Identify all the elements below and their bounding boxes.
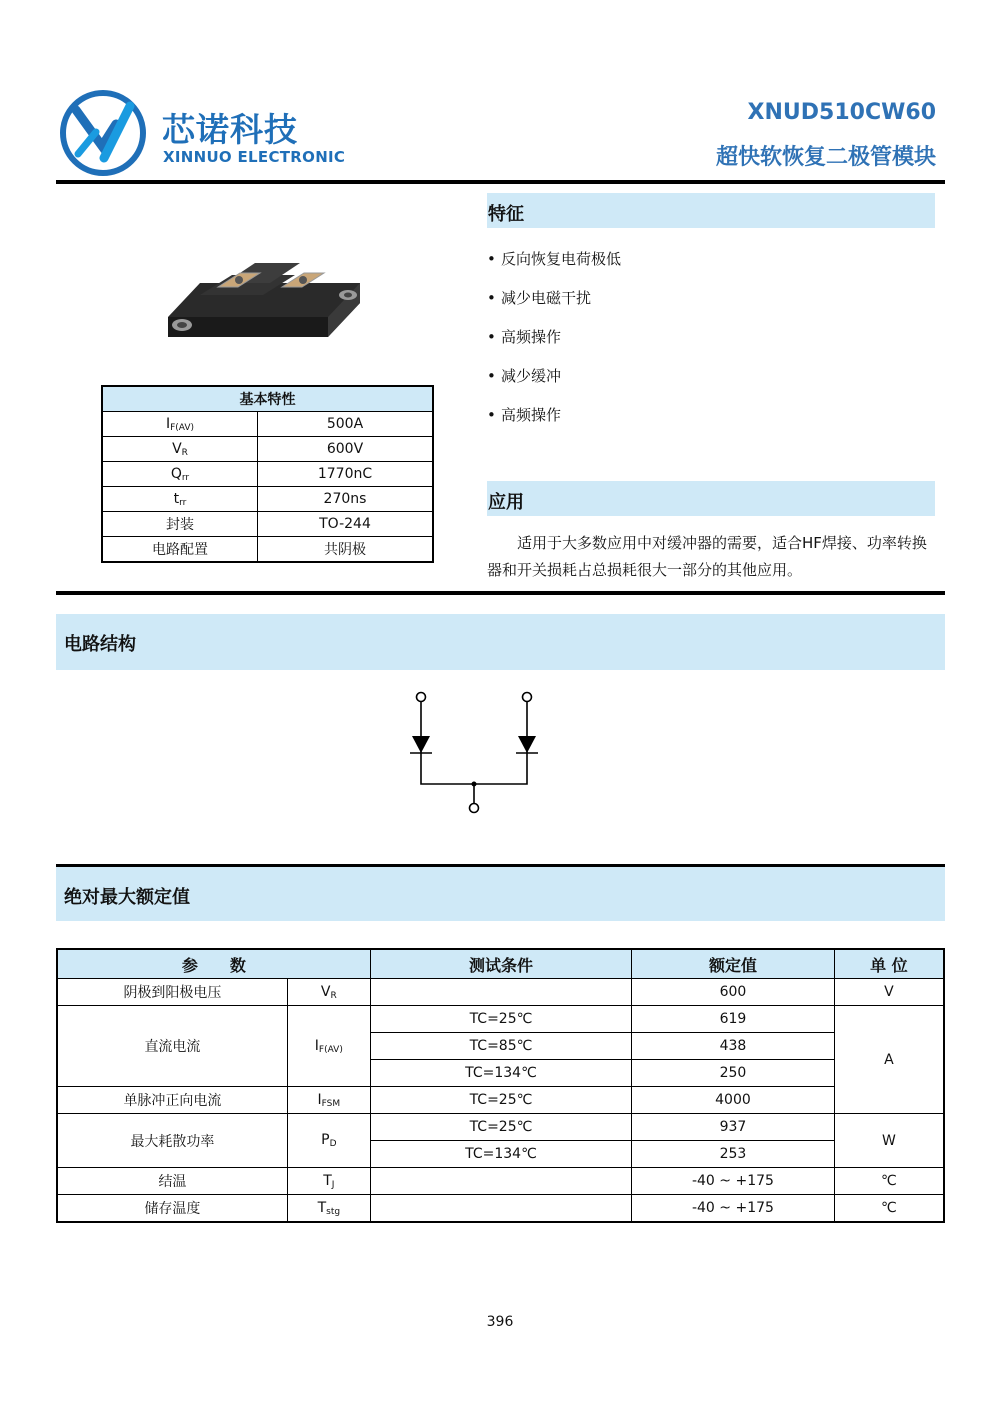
symbol: I: [314, 1037, 319, 1054]
symbol-subscript: F(AV): [170, 422, 195, 433]
param-name-cell: 结温: [57, 1168, 287, 1195]
application-bar: [487, 481, 935, 516]
basic-param-cell: [102, 512, 258, 537]
symbol: T: [323, 1172, 332, 1189]
brand-name-en: XINNUO ELECTRONIC: [163, 148, 346, 166]
ratings-title: 绝对最大额定值: [64, 887, 190, 908]
basic-value-cell: 270ns: [258, 487, 434, 512]
feature-item: [487, 248, 621, 269]
param-name-cell: 阴极到阳极电压: [57, 979, 287, 1006]
basic-table-row: [102, 462, 433, 487]
unit-cell: A: [834, 1006, 944, 1114]
param-name-cell: 最大耗散功率: [57, 1114, 287, 1168]
circuit-title: 电路结构: [64, 634, 136, 655]
header-unit: 单 位: [834, 949, 944, 979]
table-row: [57, 1114, 944, 1141]
value-cell: 619: [632, 1006, 835, 1033]
bullet-icon: •: [487, 367, 496, 385]
table-row: [57, 1168, 944, 1195]
symbol-subscript: R: [181, 447, 188, 458]
symbol-subscript: F(AV): [318, 1044, 343, 1055]
product-image: [160, 255, 370, 360]
value-cell: 253: [632, 1141, 835, 1168]
symbol: V: [172, 440, 182, 457]
header-rule: [56, 180, 945, 184]
basic-value-cell: 1770nC: [258, 462, 434, 487]
feature-item: [487, 287, 591, 308]
unit-cell: ℃: [834, 1195, 944, 1223]
features-bar: [487, 193, 935, 228]
symbol: T: [317, 1199, 327, 1216]
table-row: [57, 1195, 944, 1223]
feature-text: 反向恢复电荷极低: [501, 250, 622, 268]
symbol-subscript: rr: [179, 497, 187, 508]
symbol-subscript: FSM: [321, 1098, 341, 1109]
value-cell: 250: [632, 1060, 835, 1087]
param-symbol-cell: [287, 1195, 370, 1223]
basic-table-row: [102, 437, 433, 462]
table-row: [57, 979, 944, 1006]
condition-cell: TC=134℃: [370, 1141, 631, 1168]
symbol-subscript: R: [330, 990, 337, 1001]
page-number: 396: [486, 1314, 514, 1330]
feature-text: 减少电磁干扰: [501, 289, 592, 307]
unit-cell: W: [834, 1114, 944, 1168]
basic-param-cell: [102, 412, 258, 437]
bullet-icon: •: [487, 289, 496, 307]
basic-characteristics-table: [101, 385, 434, 563]
application-text: 适用于大多数应用中对缓冲器的需要，适合HF焊接、功率转换器和开关损耗占总损耗很大一部分的其他应用。: [487, 534, 927, 579]
feature-text: 减少缓冲: [501, 367, 562, 385]
features-title: 特征: [488, 204, 524, 225]
company-logo: [58, 88, 148, 178]
feature-text: 高频操作: [501, 406, 562, 424]
section-rule: [56, 591, 945, 595]
value-cell: 600: [632, 979, 835, 1006]
basic-param-cell: [102, 487, 258, 512]
basic-param-cell: [102, 537, 258, 563]
basic-param-cell: [102, 437, 258, 462]
bullet-icon: •: [487, 250, 496, 268]
param-symbol-cell: [287, 1114, 370, 1168]
condition-cell: TC=25℃: [370, 1087, 631, 1114]
param-symbol-cell: [287, 1006, 370, 1087]
part-number: XNUD510CW60: [747, 100, 936, 125]
condition-cell: [370, 1168, 631, 1195]
basic-value-cell: 500A: [258, 412, 434, 437]
circuit-diagram: [400, 688, 550, 816]
param-symbol-cell: [287, 1087, 370, 1114]
symbol-subscript: stg: [326, 1206, 341, 1217]
bullet-icon: •: [487, 328, 496, 346]
param-name-cell: 单脉冲正向电流: [57, 1087, 287, 1114]
param-name-cell: 直流电流: [57, 1006, 287, 1087]
symbol: P: [321, 1132, 330, 1148]
symbol: 电路配置: [152, 542, 208, 558]
value-cell: 937: [632, 1114, 835, 1141]
application-title: 应用: [488, 492, 524, 513]
ratings-table: [56, 948, 945, 1223]
condition-cell: TC=85℃: [370, 1033, 631, 1060]
ratings-bar: [56, 867, 945, 921]
basic-table-row: [102, 487, 433, 512]
table-row: [57, 1087, 944, 1114]
symbol: Q: [170, 465, 182, 482]
feature-item: [487, 365, 561, 386]
basic-value-cell: 600V: [258, 437, 434, 462]
table-row: [57, 1006, 944, 1033]
condition-cell: TC=134℃: [370, 1060, 631, 1087]
condition-cell: TC=25℃: [370, 1114, 631, 1141]
basic-table-title: 基本特性: [102, 386, 433, 412]
basic-param-cell: [102, 462, 258, 487]
feature-item: [487, 326, 561, 347]
header-param: 参 数: [57, 949, 370, 979]
value-cell: -40 ~ +175: [632, 1168, 835, 1195]
param-name-cell: 储存温度: [57, 1195, 287, 1223]
condition-cell: [370, 1195, 631, 1223]
basic-table-row: [102, 412, 433, 437]
symbol-subscript: rr: [181, 472, 190, 483]
symbol-subscript: D: [329, 1139, 337, 1149]
circuit-bar: [56, 614, 945, 670]
feature-item: [487, 404, 561, 425]
value-cell: 438: [632, 1033, 835, 1060]
unit-cell: ℃: [834, 1168, 944, 1195]
symbol-subscript: J: [331, 1179, 335, 1190]
value-cell: -40 ~ +175: [632, 1195, 835, 1223]
symbol: I: [165, 415, 171, 432]
symbol: 封装: [166, 517, 194, 533]
bullet-icon: •: [487, 406, 496, 424]
condition-cell: TC=25℃: [370, 1006, 631, 1033]
brand-name-cn: 芯诺科技: [162, 110, 298, 149]
basic-value-cell: 共阴极: [258, 537, 434, 563]
condition-cell: [370, 979, 631, 1006]
basic-value-cell: TO-244: [258, 512, 434, 537]
param-symbol-cell: [287, 979, 370, 1006]
basic-table-row: [102, 537, 433, 563]
param-symbol-cell: [287, 1168, 370, 1195]
symbol: I: [317, 1091, 322, 1108]
symbol: V: [320, 983, 331, 1000]
basic-table-row: [102, 512, 433, 537]
unit-cell: V: [834, 979, 944, 1006]
header-value: 额定值: [632, 949, 835, 979]
header-condition: 测试条件: [370, 949, 631, 979]
part-description: 超快软恢复二极管模块: [715, 145, 936, 170]
symbol: t: [173, 490, 180, 507]
value-cell: 4000: [632, 1087, 835, 1114]
feature-text: 高频操作: [501, 328, 562, 346]
